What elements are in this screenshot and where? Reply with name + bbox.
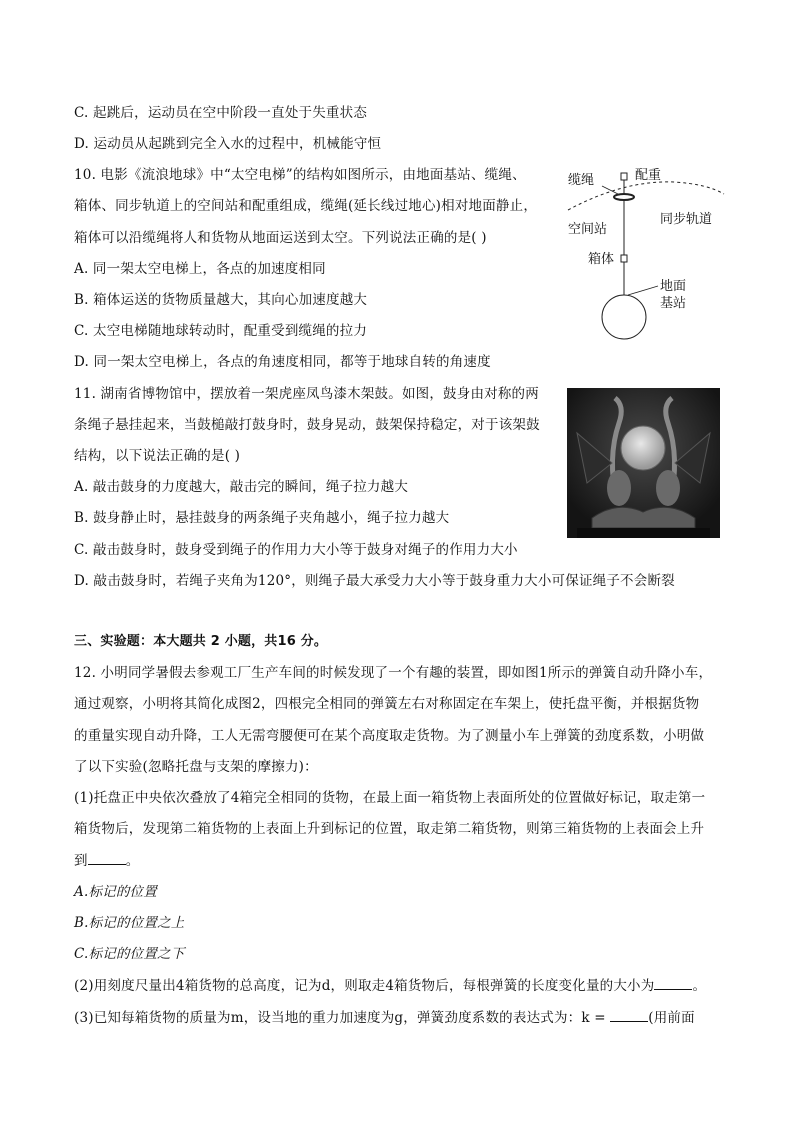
q12-stem-line2: 通过观察，小明将其简化成图2，四根完全相同的弹簧左右对称固定在车架上，使托盘平衡，并根据货物 bbox=[74, 696, 700, 712]
q12-part3-text: (3)已知每箱货物的质量为m，设当地的重力加速度为g，弹簧劲度系数的表达式为：k = bbox=[74, 1010, 611, 1026]
ground-station-pointer bbox=[628, 286, 658, 295]
space-station-shape bbox=[614, 194, 634, 200]
q9-option-d: D. 运动员从起跳到完全入水的过程中，机械能守恒 bbox=[74, 136, 382, 152]
drum-illustration bbox=[567, 388, 720, 538]
q11-stem-line1: 11. 湖南省博物馆中，摆放着一架虎座凤鸟漆木架鼓。如图，鼓身由对称的两 bbox=[74, 386, 539, 402]
section-heading: 三、实验题：本大题共 2 小题，共16 分。 bbox=[74, 634, 328, 649]
label-ground-2: 基站 bbox=[660, 296, 687, 311]
choice-b: B.标记的位置之上 bbox=[74, 915, 185, 931]
q10-option-c: C. 太空电梯随地球转动时，配重受到缆绳的拉力 bbox=[74, 323, 368, 339]
answer-blank-2 bbox=[654, 975, 692, 990]
q10-option-b: B. 箱体运送的货物质量越大，其向心加速度越大 bbox=[74, 292, 368, 308]
q10-stem-line3: 箱体可以沿缆绳将人和货物从地面运送到太空。下列说法正确的是( ) bbox=[74, 230, 487, 246]
q12-part1-line2: 箱货物后，发现第二箱货物的上表面上升到标记的位置，取走第二箱货物，则第三箱货物的上表面会上升 bbox=[74, 821, 705, 837]
q10-stem-line1: 10. 电影《流浪地球》中“太空电梯”的结构如图所示，由地面基站、缆绳、 bbox=[74, 167, 526, 183]
q11-option-c: C. 敲击鼓身时，鼓身受到绳子的作用力大小等于鼓身对绳子的作用力大小 bbox=[74, 542, 518, 558]
left-bird-body bbox=[607, 470, 631, 506]
q12-stem-line3: 的重量实现自动升降，工人无需弯腰便可在某个高度取走货物。为了测量小车上弹簧的劲度系数，小明做 bbox=[74, 728, 705, 744]
q12-stem-line4: 了以下实验(忽略托盘与支架的摩擦力)： bbox=[74, 759, 318, 775]
q11-option-d: D. 敲击鼓身时，若绳子夹角为120°，则绳子最大承受力大小等于鼓身重力大小可保证绳子不会断裂 bbox=[74, 573, 675, 589]
q9-option-c: C. 起跳后，运动员在空中阶段一直处于失重状态 bbox=[74, 105, 368, 121]
drum-body bbox=[621, 426, 665, 470]
q10-stem-line2: 箱体、同步轨道上的空间站和配重组成，缆绳(延长线过地心)相对地面静止， bbox=[74, 198, 538, 214]
label-ground-1: 地面 bbox=[660, 279, 687, 294]
q12-part3-line bbox=[74, 1007, 695, 1028]
choice-c: C.标记的位置之下 bbox=[74, 946, 185, 962]
q12-part1-line1: (1)托盘正中央依次叠放了4箱完全相同的货物，在最上面一箱货物上表面所处的位置做好标记，取走第一 bbox=[74, 790, 706, 806]
q11-stem-line3: 结构，以下说法正确的是( ) bbox=[74, 448, 241, 464]
q12-part2-text: (2)用刻度尺量出4箱货物的总高度，记为d，则取走4箱货物后，每根弹簧的长度变化量的大小为 bbox=[74, 978, 655, 994]
drum-photo bbox=[567, 388, 720, 538]
box-shape bbox=[621, 255, 627, 262]
q12-part1-text: 到 bbox=[74, 853, 88, 869]
earth-circle bbox=[602, 295, 646, 339]
label-station: 空间站 bbox=[568, 222, 608, 237]
label-cable: 缆绳 bbox=[568, 173, 595, 188]
q12-stem-line1: 12. 小明同学暑假去参观工厂生产车间的时候发现了一个有趣的装置，即如图1所示的弹簧自动升降小车， bbox=[74, 665, 713, 681]
q12-part3-end: (用前面 bbox=[648, 1010, 695, 1026]
label-box: 箱体 bbox=[588, 252, 615, 267]
cable-pointer bbox=[602, 186, 620, 195]
q12-part2-line bbox=[74, 975, 706, 996]
q12-part1-line3 bbox=[74, 850, 139, 871]
q11-option-a: A. 敲击鼓身的力度越大，敲击完的瞬间，绳子拉力越大 bbox=[74, 479, 409, 495]
q12-part1-end: 。 bbox=[125, 853, 140, 869]
q12-part2-end: 。 bbox=[692, 978, 707, 994]
right-bird-body bbox=[656, 470, 680, 506]
label-orbit: 同步轨道 bbox=[660, 212, 713, 227]
counterweight-shape bbox=[621, 173, 627, 180]
q11-option-b: B. 鼓身静止时，悬挂鼓身的两条绳子夹角越小，绳子拉力越大 bbox=[74, 510, 450, 526]
q10-option-d: D. 同一架太空电梯上，各点的角速度相同，都等于地球自转的角速度 bbox=[74, 354, 491, 370]
q11-stem-line2: 条绳子悬挂起来，当鼓槌敲打鼓身时，鼓身晃动，鼓架保持稳定，对于该架鼓 bbox=[74, 417, 540, 433]
label-counterweight: 配重 bbox=[635, 168, 662, 183]
answer-blank-1 bbox=[88, 850, 126, 865]
stand-base bbox=[577, 528, 710, 538]
q10-option-a: A. 同一架太空电梯上，各点的加速度相同 bbox=[74, 261, 326, 277]
answer-blank-3 bbox=[610, 1007, 648, 1022]
space-elevator-figure bbox=[562, 160, 732, 345]
choice-a: A.标记的位置 bbox=[74, 884, 157, 900]
